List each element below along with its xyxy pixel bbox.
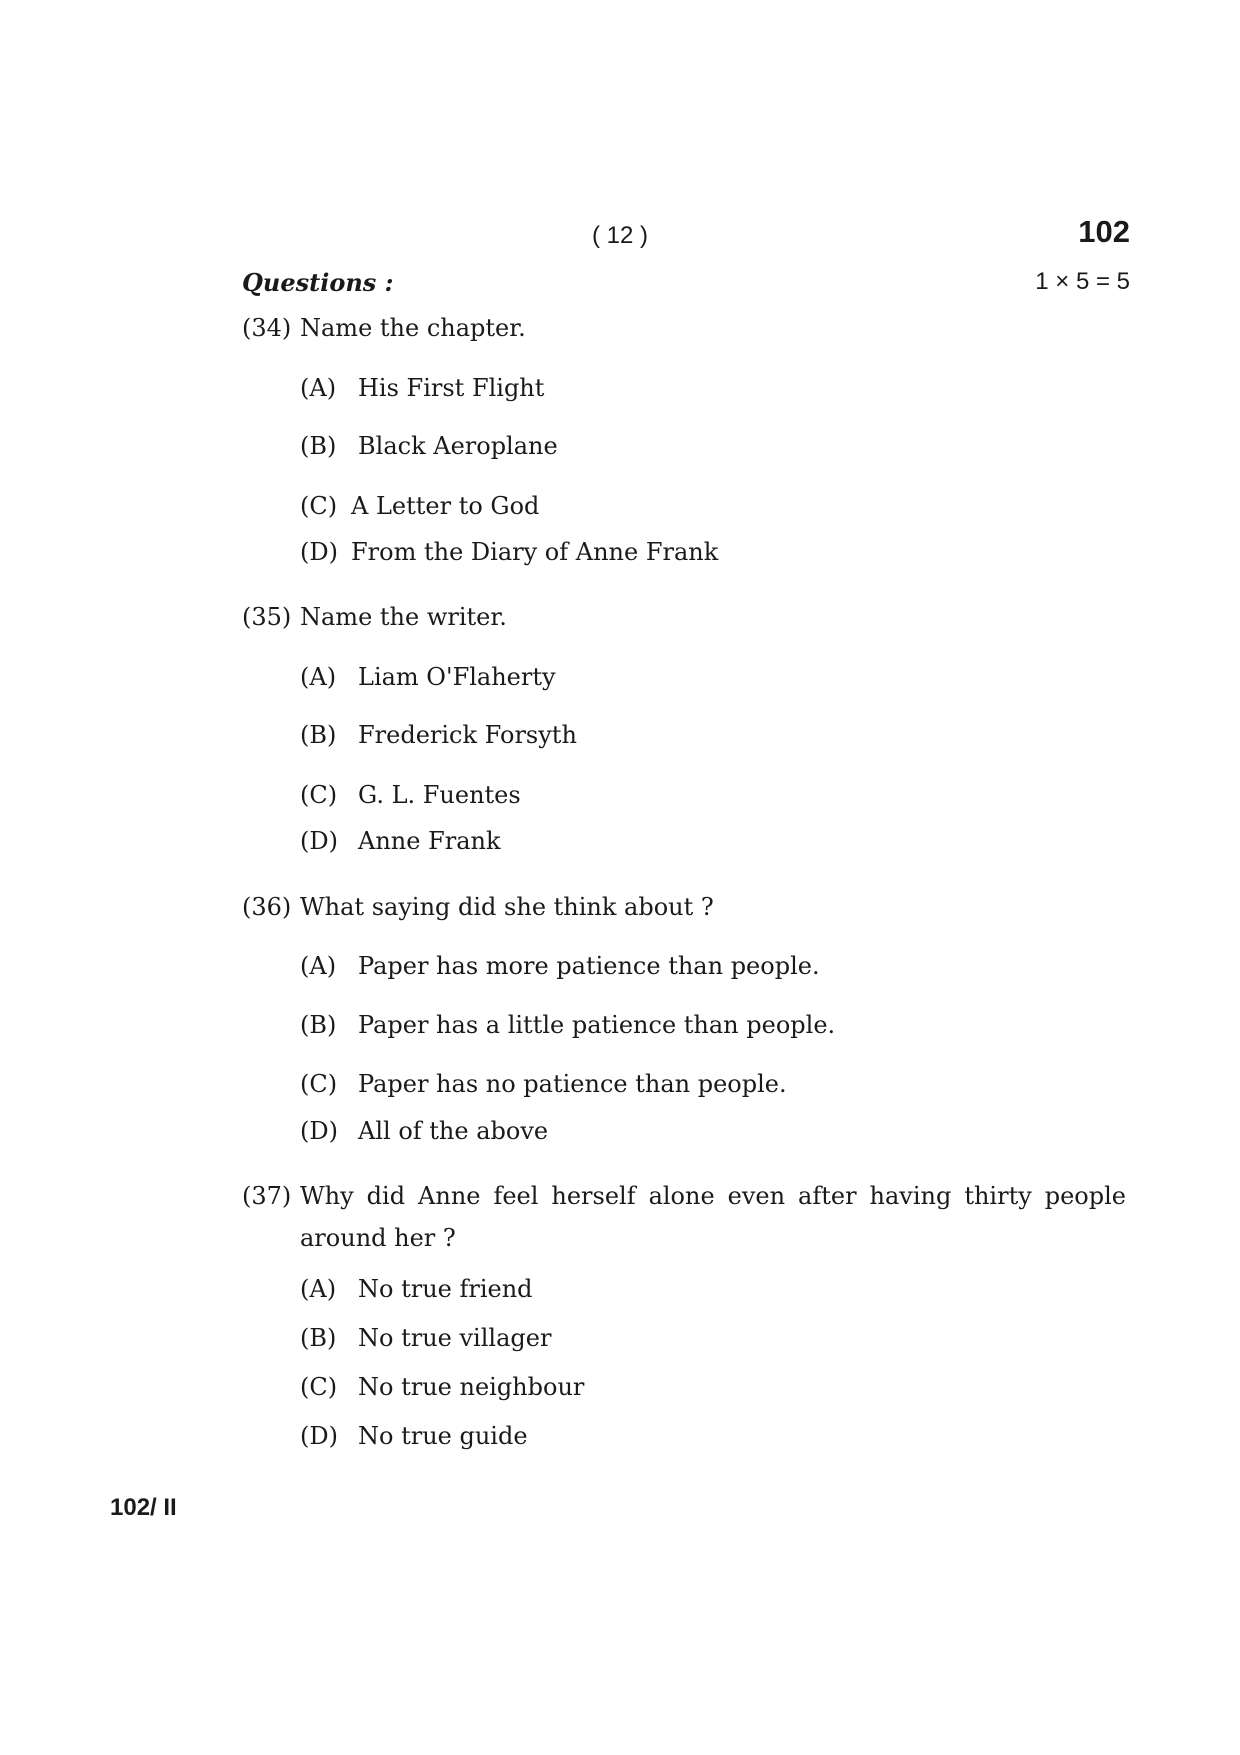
option-label: (A) [300,374,337,402]
question-number: (37) [242,1182,292,1210]
question-text: What saying did she think about ? [300,893,714,921]
marks-allocation: 1 × 5 = 5 [1035,268,1130,295]
question-number: (36) [242,893,292,921]
option-label: (D) [300,1117,338,1145]
option-label: (B) [300,1324,337,1352]
option-label: (D) [300,1422,338,1450]
option-text: No true villager [358,1324,552,1352]
option-text: Liam O'Flaherty [358,663,556,691]
option-label: (A) [300,663,337,691]
option-text: His First Flight [358,374,545,402]
question-text: Name the writer. [300,603,507,631]
paper-code: 102 [1078,214,1130,249]
option-text: No true guide [358,1422,528,1450]
question-text: Why did Anne feel herself alone even after having thirty people around her ? [300,1182,1126,1252]
option-text: All of the above [358,1117,549,1145]
option-text: Black Aeroplane [358,432,558,460]
footer-paper-code: 102/ II [110,1494,177,1521]
option-label: (B) [300,432,337,460]
option-text: No true friend [358,1275,533,1303]
option-label: (C) [300,781,338,809]
page-number: ( 12 ) [592,222,649,249]
option-label: (B) [300,721,337,749]
option-text: From the Diary of Anne Frank [351,538,719,566]
option-text: Paper has no patience than people. [358,1070,787,1098]
option-label: (D) [300,538,338,566]
option-label: (A) [300,952,337,980]
section-heading: Questions : [242,268,394,297]
option-text: G. L. Fuentes [358,781,521,809]
option-text: Paper has more patience than people. [358,952,820,980]
option-label: (C) [300,1373,338,1401]
question-number: (34) [242,314,292,342]
question-number: (35) [242,603,292,631]
option-label: (D) [300,827,338,855]
option-text: Frederick Forsyth [358,721,577,749]
option-label: (A) [300,1275,337,1303]
option-text: A Letter to God [351,492,540,520]
option-label: (C) [300,492,338,520]
option-label: (B) [300,1011,337,1039]
option-text: No true neighbour [358,1373,585,1401]
option-text: Paper has a little patience than people. [358,1011,836,1039]
option-text: Anne Frank [358,827,501,855]
question-text: Name the chapter. [300,314,526,342]
option-label: (C) [300,1070,338,1098]
